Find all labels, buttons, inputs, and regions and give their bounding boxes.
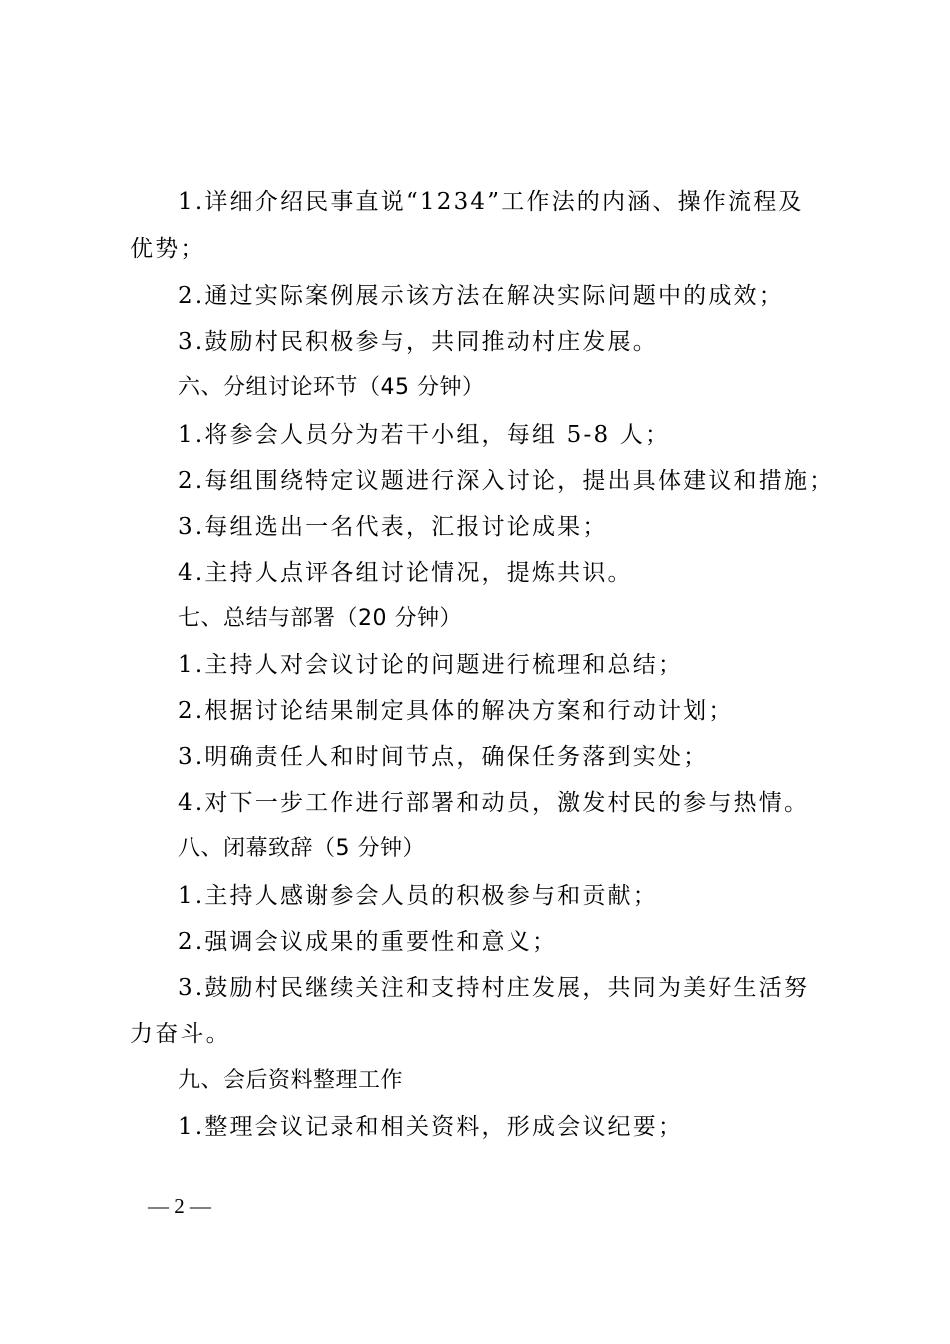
paragraph-line: 2.强调会议成果的重要性和意义；	[178, 929, 558, 955]
paragraph-line: 4.对下一步工作进行部署和动员，激发村民的参与热情。	[178, 790, 810, 816]
section-heading-8: 八、闭幕致辞（5 分钟）	[178, 836, 425, 861]
paragraph-line: 1.将参会人员分为若干小组，每组 5-8 人；	[178, 422, 671, 448]
paragraph-line: 4.主持人点评各组讨论情况，提炼共识。	[178, 560, 633, 586]
section-heading-9: 九、会后资料整理工作	[178, 1068, 404, 1093]
paragraph-line: 1.详细介绍民事直说“1234”工作法的内涵、操作流程及	[178, 189, 804, 215]
paragraph-line: 1.主持人感谢参会人员的积极参与和贡献；	[178, 883, 658, 909]
paragraph-line: 3.鼓励村民继续关注和支持村庄发展，共同为美好生活努	[178, 975, 810, 1001]
paragraph-line: 3.明确责任人和时间节点，确保任务落到实处；	[178, 744, 709, 770]
paragraph-line: 2.根据讨论结果制定具体的解决方案和行动计划；	[178, 698, 734, 724]
paragraph-line: 优势；	[130, 236, 206, 262]
section-heading-6: 六、分组讨论环节（45 分钟）	[178, 375, 485, 400]
paragraph-line: 2.每组围绕特定议题进行深入讨论，提出具体建议和措施；	[178, 468, 835, 494]
section-heading-7: 七、总结与部署（20 分钟）	[178, 606, 462, 631]
paragraph-line: 3.每组选出一名代表，汇报讨论成果；	[178, 514, 608, 540]
paragraph-line: 2.通过实际案例展示该方法在解决实际问题中的成效；	[178, 283, 784, 309]
paragraph-line: 1.整理会议记录和相关资料，形成会议纪要；	[178, 1114, 684, 1140]
paragraph-line: 1.主持人对会议讨论的问题进行梳理和总结；	[178, 652, 684, 678]
page-number: — 2 —	[148, 1194, 211, 1218]
paragraph-line: 3.鼓励村民积极参与，共同推动村庄发展。	[178, 329, 658, 355]
paragraph-line: 力奋斗。	[130, 1021, 231, 1047]
